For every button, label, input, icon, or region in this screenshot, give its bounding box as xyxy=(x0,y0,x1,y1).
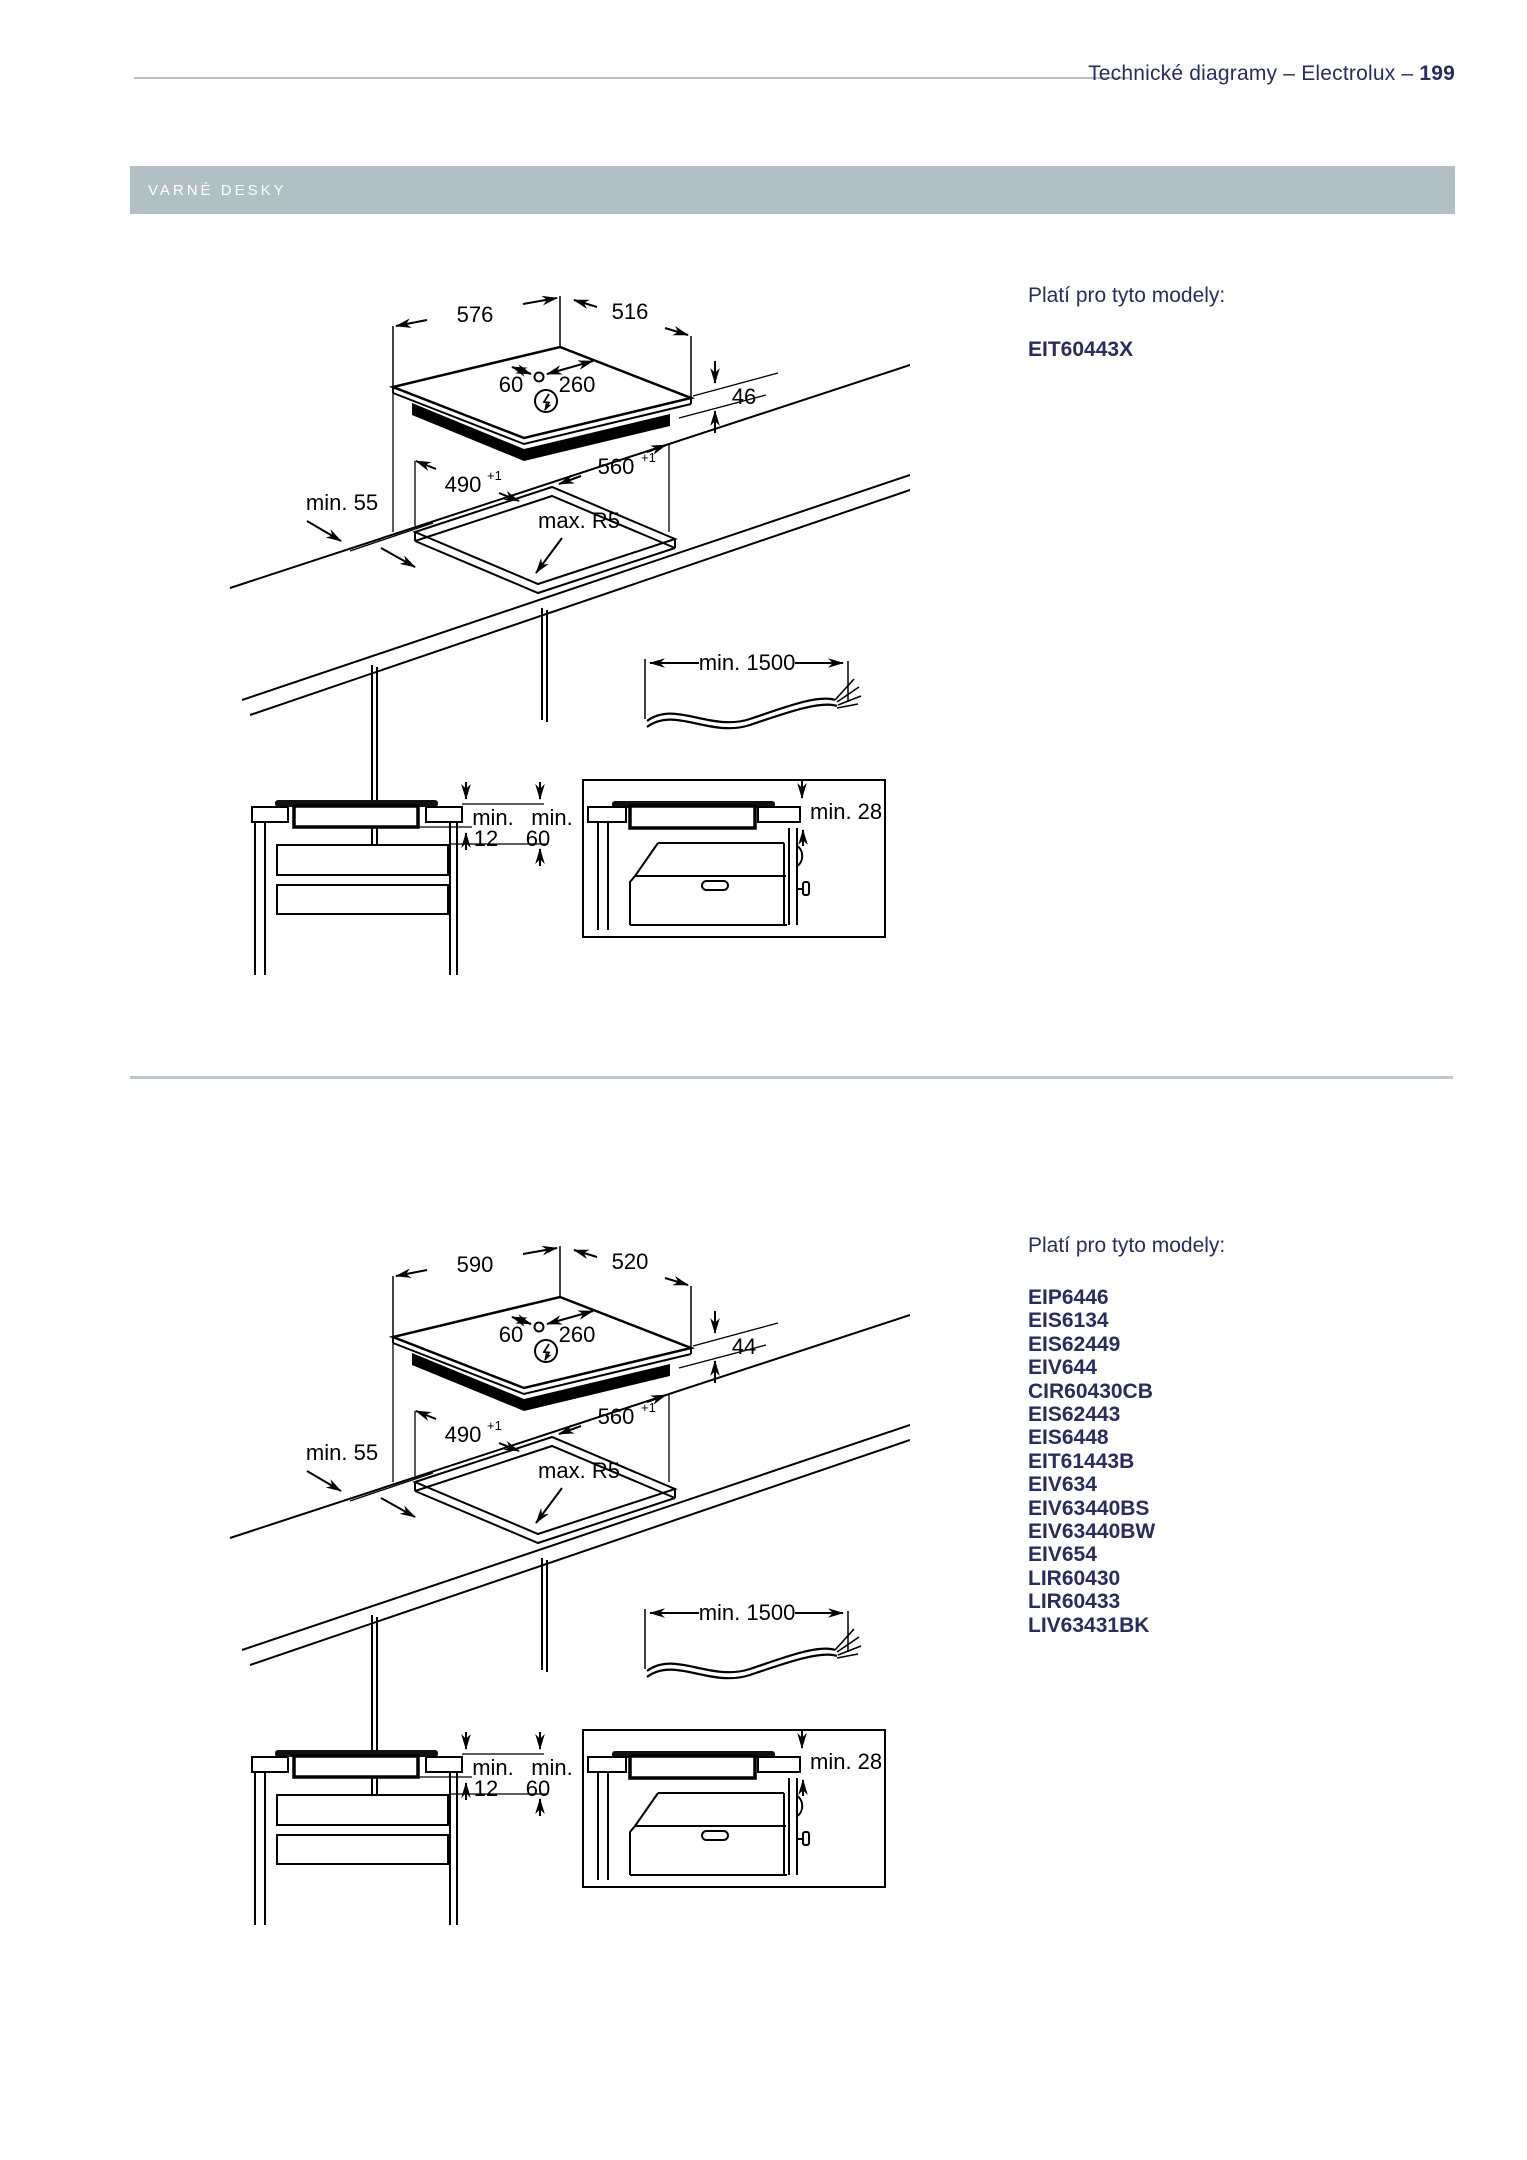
dim-below-min-word: min. xyxy=(531,1755,573,1780)
dim-cutout-depth-label: 490 xyxy=(444,1422,482,1447)
hob-installation-drawing xyxy=(170,270,910,980)
model-item: EIV654 xyxy=(1028,1543,1097,1567)
dim-cutout-depth-tolerance: +1 xyxy=(487,468,502,483)
model-item: EIS6448 xyxy=(1028,1426,1109,1450)
worktop-edges xyxy=(230,1315,910,1799)
dim-corner-radius-label: max. R5 xyxy=(538,508,620,533)
dim-height xyxy=(679,1311,778,1383)
dim-top-depth-label: 520 xyxy=(611,1249,649,1274)
model-item: EIV634 xyxy=(1028,1473,1097,1497)
model-item: EIV63440BS xyxy=(1028,1496,1150,1520)
drawer-top xyxy=(277,1795,448,1825)
dim-oven-clearance-label: min. 28 xyxy=(810,799,883,824)
models-column-2 xyxy=(1028,1234,1448,1637)
model-item: EIV63440BW xyxy=(1028,1520,1156,1544)
dim-cutout-width-tolerance: +1 xyxy=(641,450,656,465)
dim-top-width-label: 576 xyxy=(456,302,494,327)
dim-front-clearance-label: min. 55 xyxy=(305,1440,379,1465)
dim-cable xyxy=(645,1600,861,1678)
model-item: LIR60430 xyxy=(1028,1566,1121,1590)
hob-chassis-profile xyxy=(630,806,755,828)
dim-conn-left-label: 60 xyxy=(498,1322,524,1347)
dim-top-depth-label: 516 xyxy=(611,299,649,324)
model-item: EIP6446 xyxy=(1028,1286,1109,1309)
dim-cutout-width-label: 560 xyxy=(597,454,635,479)
drawer-bottom xyxy=(277,1835,448,1864)
page-header xyxy=(1088,62,1455,86)
dim-height xyxy=(679,361,778,433)
model-item: EIV644 xyxy=(1028,1356,1097,1380)
dim-below-min-value: 60 xyxy=(525,1776,551,1801)
model-item: EIS62443 xyxy=(1028,1403,1121,1427)
model-item: CIR60430CB xyxy=(1028,1379,1153,1403)
hob-chassis-profile xyxy=(630,1756,755,1778)
drawer-bottom xyxy=(277,885,448,914)
dim-cable xyxy=(645,650,861,728)
dim-oven-clearance-label: min. 28 xyxy=(810,1749,883,1774)
models-column-1 xyxy=(1028,284,1448,361)
dim-cable-label: min. 1500 xyxy=(698,1600,796,1625)
model-list xyxy=(1028,1286,1448,1637)
oven-combination-view xyxy=(583,1730,885,1887)
header-rule xyxy=(134,77,1129,79)
category-banner-label: VARNÉ DESKY xyxy=(148,182,287,199)
model-item: EIS62449 xyxy=(1028,1332,1121,1356)
dim-top-width-label: 590 xyxy=(456,1252,494,1277)
dim-corner-radius-label: max. R5 xyxy=(538,1458,620,1483)
dim-cable-label: min. 1500 xyxy=(698,650,796,675)
dim-cutout-width-tolerance: +1 xyxy=(641,1400,656,1415)
model-list xyxy=(1028,338,1448,361)
dim-worktop-min-word: min. xyxy=(472,805,514,830)
category-banner xyxy=(130,166,1455,214)
dim-conn-right-label: 260 xyxy=(558,1322,596,1347)
worktop-leg-right xyxy=(542,1558,547,1672)
cabinet-side-view xyxy=(252,782,573,975)
model-item: LIR60433 xyxy=(1028,1590,1121,1614)
model-item: LIV63431BK xyxy=(1028,1613,1150,1637)
installation-diagram-2 xyxy=(170,1220,910,1930)
model-item: EIT61443B xyxy=(1028,1449,1135,1473)
dim-height-label: 44 xyxy=(731,1334,757,1359)
dim-conn-left-label: 60 xyxy=(498,372,524,397)
dim-below-min-word: min. xyxy=(531,805,573,830)
oven-combination-view xyxy=(583,780,885,937)
hob-chassis-profile xyxy=(294,806,418,827)
power-cable xyxy=(647,679,861,728)
dim-below-min-value: 60 xyxy=(525,826,551,851)
applies-label: Platí pro tyto modely: xyxy=(1028,1234,1226,1257)
worktop-cutout xyxy=(415,1437,675,1543)
cabinet-side-view xyxy=(252,1732,573,1925)
installation-diagram-1 xyxy=(170,270,910,980)
drawer-top xyxy=(277,845,448,875)
power-cable xyxy=(647,1629,861,1678)
section-separator xyxy=(130,1076,1453,1079)
dim-conn-right-label: 260 xyxy=(558,372,596,397)
dim-cutout-depth-label: 490 xyxy=(444,472,482,497)
hob-installation-drawing xyxy=(170,1220,910,1930)
header-title: Technické diagramy – Electrolux – xyxy=(1088,62,1420,85)
applies-label: Platí pro tyto modely: xyxy=(1028,284,1226,307)
dim-cutout-depth-tolerance: +1 xyxy=(487,1418,502,1433)
page-number: 199 xyxy=(1419,62,1455,85)
dim-front-clearance-label: min. 55 xyxy=(305,490,379,515)
dim-height-label: 46 xyxy=(731,384,757,409)
model-item: EIS6134 xyxy=(1028,1309,1109,1333)
worktop-leg-right xyxy=(542,608,547,722)
dim-worktop-min-value: 12 xyxy=(473,826,499,851)
model-item: EIT60443X xyxy=(1028,338,1134,361)
dim-cutout-width-label: 560 xyxy=(597,1404,635,1429)
dim-worktop-min-word: min. xyxy=(472,1755,514,1780)
hob-chassis-profile xyxy=(294,1756,418,1777)
worktop-cutout xyxy=(415,487,675,593)
worktop-edges xyxy=(230,365,910,849)
dim-worktop-min-value: 12 xyxy=(473,1776,499,1801)
